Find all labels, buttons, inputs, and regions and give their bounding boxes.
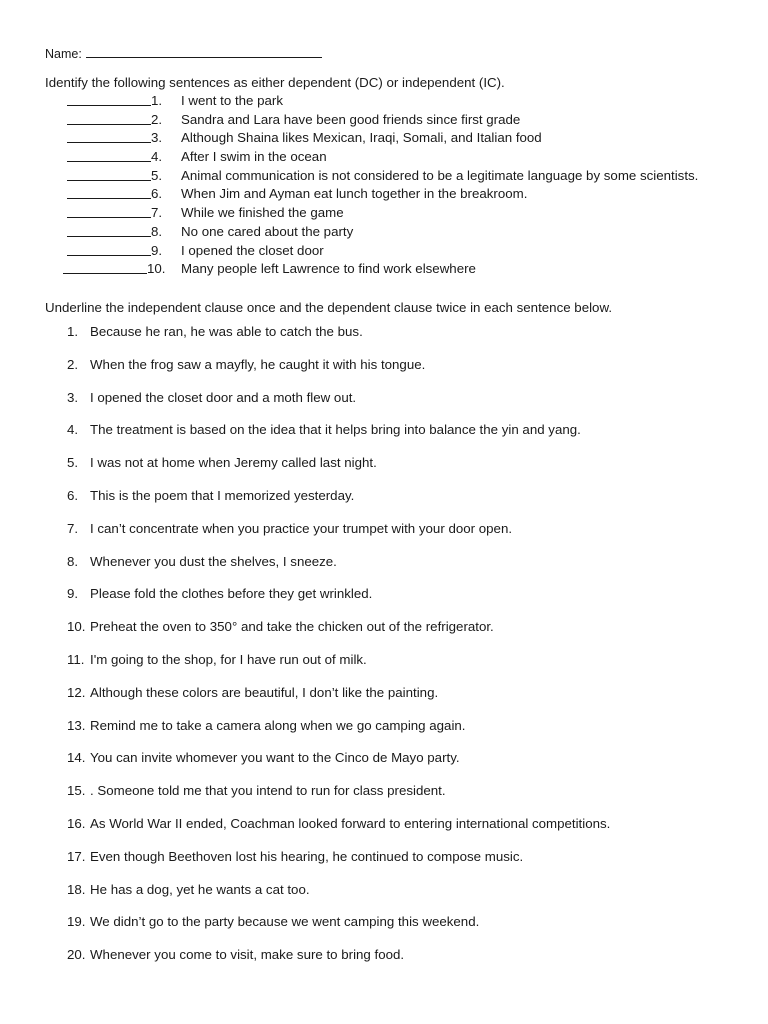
item-sentence: . Someone told me that you intend to run for class president. xyxy=(90,783,446,799)
name-label: Name: xyxy=(45,47,82,61)
item-number: 10. xyxy=(147,261,166,277)
part2-list xyxy=(0,324,768,980)
part1-item xyxy=(0,149,768,168)
item-sentence: When Jim and Ayman eat lunch together in the breakroom. xyxy=(181,186,528,202)
item-number: 1. xyxy=(151,93,163,108)
part2-item xyxy=(0,947,768,980)
item-sentence: I opened the closet door and a moth flew out. xyxy=(90,389,357,405)
answer-blank-line xyxy=(63,261,147,274)
part1-item xyxy=(0,261,768,280)
answer-blank-line xyxy=(67,205,151,218)
item-sentence: We didn’t go to the party because we went camping this weekend. xyxy=(90,914,480,930)
item-number: 19. xyxy=(67,914,86,930)
answer-blank-line xyxy=(67,93,151,106)
part2-item xyxy=(0,914,768,947)
item-sentence: You can invite whomever you want to the Cinco de Mayo party. xyxy=(90,750,460,766)
part2-item xyxy=(0,849,768,882)
part1-item xyxy=(0,112,768,131)
answer-blank-line xyxy=(67,130,151,143)
item-sentence: Animal communication is not considered to be a legitimate language by some scientists. xyxy=(181,167,699,183)
item-sentence: Although Shaina likes Mexican, Iraqi, Somali, and Italian food xyxy=(181,130,542,146)
part2-item xyxy=(0,718,768,751)
item-sentence: This is the poem that I memorized yesterday. xyxy=(90,487,355,503)
part2-item xyxy=(0,882,768,915)
item-number: 5. xyxy=(67,455,79,471)
item-number: 11. xyxy=(67,651,85,667)
item-sentence: No one cared about the party xyxy=(181,223,354,239)
part1-item xyxy=(0,224,768,243)
part1-item xyxy=(0,205,768,224)
item-number: 6. xyxy=(151,186,163,202)
item-sentence: Many people left Lawrence to find work elsewhere xyxy=(181,261,476,277)
item-sentence: Even though Beethoven lost his hearing, he continued to compose music. xyxy=(90,848,524,864)
item-sentence: Remind me to take a camera along when we go camping again. xyxy=(90,717,466,733)
part2-item xyxy=(0,488,768,521)
answer-blank-line xyxy=(67,149,151,162)
item-sentence: He has a dog, yet he wants a cat too. xyxy=(90,881,310,897)
part2-item xyxy=(0,455,768,488)
item-sentence: While we finished the game xyxy=(181,205,344,221)
item-sentence: Please fold the clothes before they get wrinkled. xyxy=(90,586,373,602)
item-number: 14. xyxy=(67,750,86,766)
item-number: 18. xyxy=(67,881,86,897)
name-blank-line xyxy=(86,46,322,58)
item-sentence: Preheat the oven to 350° and take the chicken out of the refrigerator. xyxy=(90,619,494,635)
item-sentence: The treatment is based on the idea that it helps bring into balance the yin and yang. xyxy=(90,422,581,438)
part1-item xyxy=(0,130,768,149)
part2-item xyxy=(0,422,768,455)
item-number: 10. xyxy=(67,619,86,635)
item-sentence: I opened the closet door xyxy=(181,242,324,258)
item-number: 8. xyxy=(67,553,79,569)
answer-blank-line xyxy=(67,112,151,125)
part1-item xyxy=(0,186,768,205)
item-sentence: I went to the park xyxy=(181,93,283,108)
item-number: 20. xyxy=(67,947,86,963)
item-sentence: Sandra and Lara have been good friends since first grade xyxy=(181,111,521,127)
part2-item xyxy=(0,685,768,718)
name-row xyxy=(45,46,322,61)
part2-item xyxy=(0,783,768,816)
part2-item xyxy=(0,750,768,783)
part2-instructions: Underline the independent clause once and the dependent clause twice in each sentence below. xyxy=(45,300,613,315)
item-number: 3. xyxy=(151,130,163,146)
item-number: 9. xyxy=(67,586,79,602)
item-number: 7. xyxy=(67,520,79,536)
item-sentence: I can’t concentrate when you practice your trumpet with your door open. xyxy=(90,520,513,536)
part2-item xyxy=(0,586,768,619)
item-sentence: After I swim in the ocean xyxy=(181,149,327,165)
part2-item xyxy=(0,816,768,849)
part2-item xyxy=(0,324,768,357)
item-number: 16. xyxy=(67,815,86,831)
part2-item xyxy=(0,390,768,423)
item-sentence: As World War II ended, Coachman looked forward to entering international competitions. xyxy=(90,815,611,831)
item-number: 12. xyxy=(67,684,86,700)
item-number: 6. xyxy=(67,487,79,503)
item-sentence: When the frog saw a mayfly, he caught it with his tongue. xyxy=(90,356,426,372)
item-number: 7. xyxy=(151,205,163,221)
item-sentence: Whenever you dust the shelves, I sneeze. xyxy=(90,553,337,569)
part2-item xyxy=(0,357,768,390)
part1-item xyxy=(0,243,768,262)
part1-list xyxy=(0,93,768,280)
item-number: 2. xyxy=(151,111,163,127)
item-sentence: I was not at home when Jeremy called last night. xyxy=(90,455,377,471)
answer-blank-line xyxy=(67,186,151,199)
part1-item xyxy=(0,93,768,112)
part2-item xyxy=(0,619,768,652)
item-number: 3. xyxy=(67,389,79,405)
item-number: 13. xyxy=(67,717,86,733)
part1-instructions: Identify the following sentences as either dependent (DC) or independent (IC). xyxy=(45,75,505,90)
part2-item xyxy=(0,521,768,554)
item-sentence: Although these colors are beautiful, I don’t like the painting. xyxy=(90,684,439,700)
item-number: 2. xyxy=(67,356,79,372)
item-number: 8. xyxy=(151,223,163,239)
part2-item xyxy=(0,554,768,587)
item-sentence: Whenever you come to visit, make sure to bring food. xyxy=(90,947,405,963)
item-number: 4. xyxy=(151,149,163,165)
part1-item xyxy=(0,168,768,187)
answer-blank-line xyxy=(67,224,151,237)
item-number: 5. xyxy=(151,167,163,183)
item-number: 9. xyxy=(151,242,163,258)
item-number: 4. xyxy=(67,422,79,438)
answer-blank-line xyxy=(67,243,151,256)
answer-blank-line xyxy=(67,168,151,181)
item-number: 17. xyxy=(67,848,86,864)
item-number: 1. xyxy=(67,324,79,339)
part2-item xyxy=(0,652,768,685)
item-sentence: I'm going to the shop, for I have run out of milk. xyxy=(90,651,367,667)
item-sentence: Because he ran, he was able to catch the bus. xyxy=(90,324,363,339)
item-number: 15. xyxy=(67,783,86,799)
